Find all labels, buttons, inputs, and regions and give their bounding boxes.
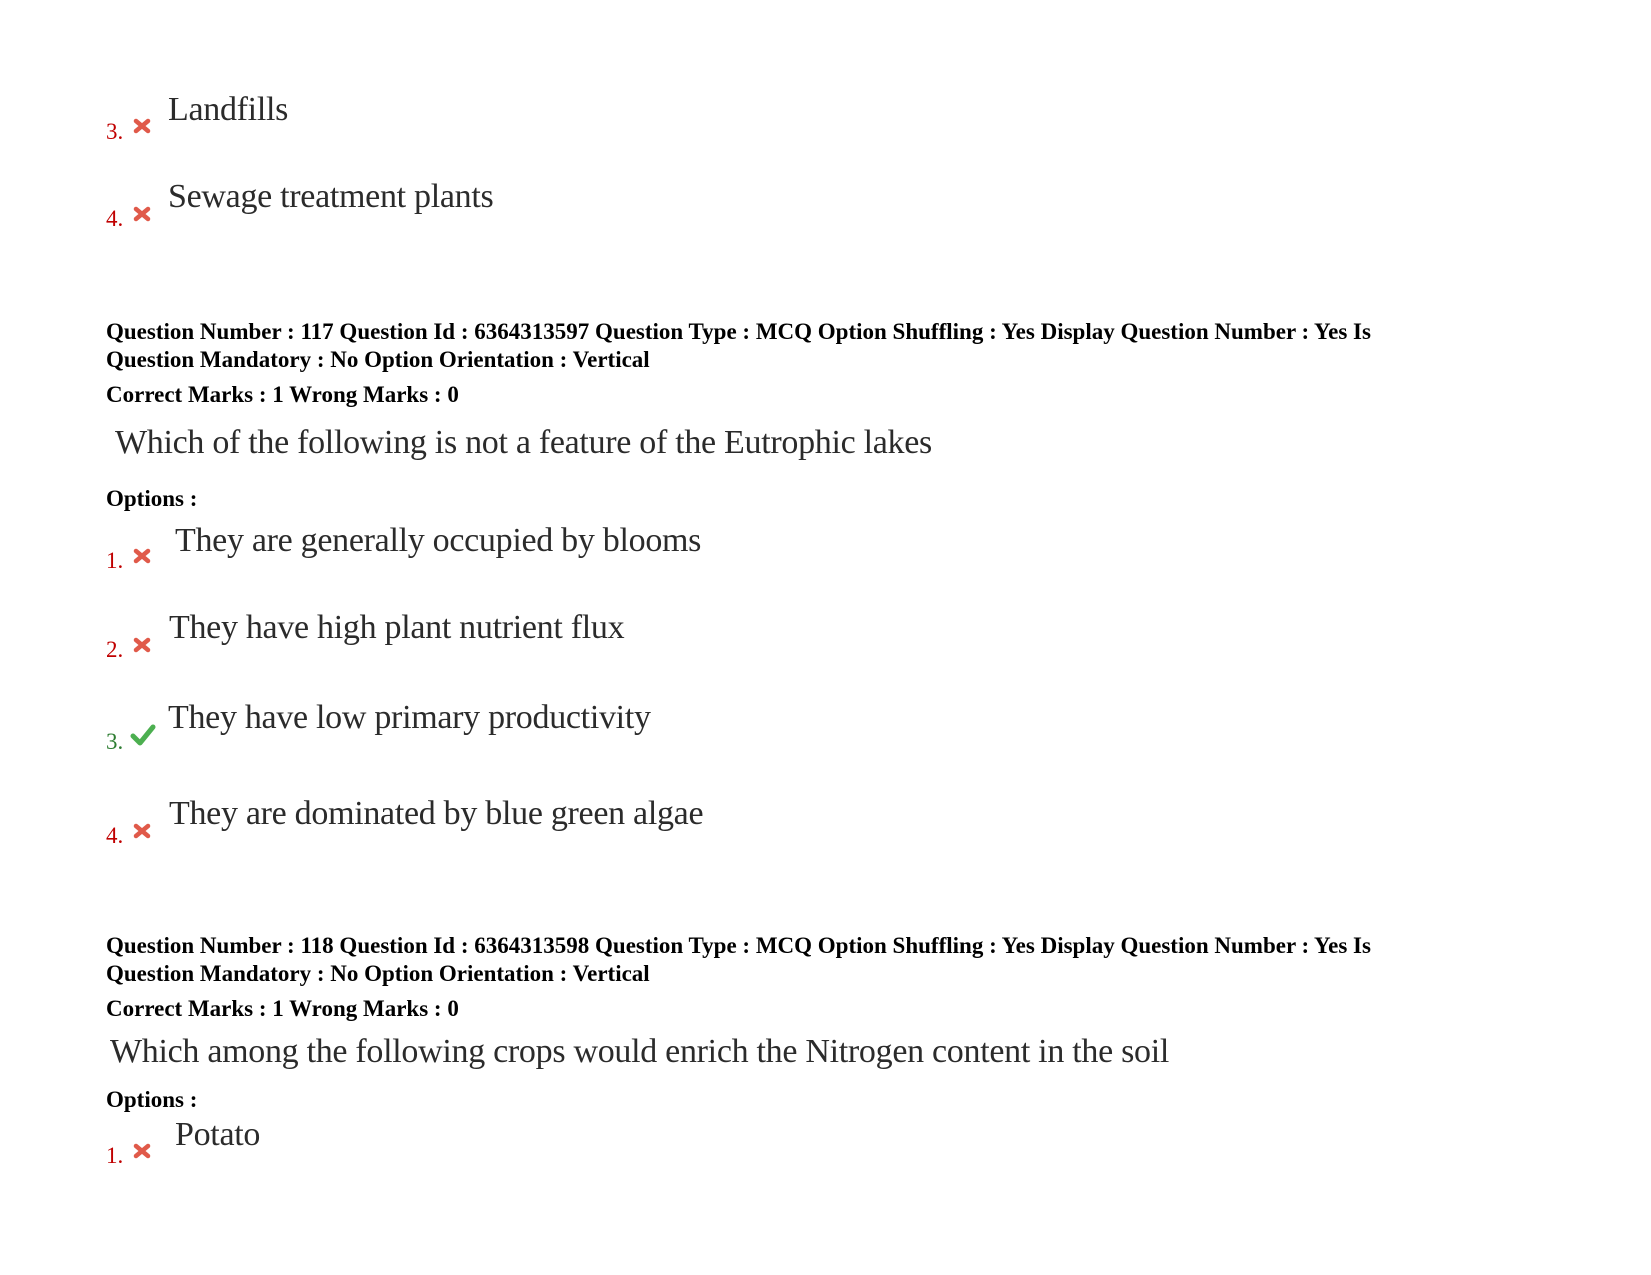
question-meta-line1: Question Number : 117 Question Id : 6364313597 Question Type : MCQ Option Shuffling : Yes Display Question Number : Yes Is <box>106 319 1371 344</box>
option-text: They are generally occupied by blooms <box>175 522 702 559</box>
question-meta-line1: Question Number : 118 Question Id : 6364313598 Question Type : MCQ Option Shuffling : Yes Display Question Number : Yes Is <box>106 933 1371 958</box>
cross-icon <box>132 635 152 655</box>
option-number: 3. <box>106 729 124 754</box>
checkmark-icon <box>130 723 156 747</box>
option-number: 2. <box>106 637 124 662</box>
option-row <box>106 609 1406 675</box>
options-label: Options : <box>106 1087 198 1112</box>
option-row <box>106 522 1406 586</box>
question-text: Which among the following crops would enrich the Nitrogen content in the soil <box>110 1033 1169 1070</box>
option-text: They are dominated by blue green algae <box>169 795 704 832</box>
question-meta-117 <box>106 318 1546 374</box>
option-row <box>106 178 1406 244</box>
option-text: They have low primary productivity <box>168 699 651 736</box>
option-row <box>106 91 1406 158</box>
option-text: Landfills <box>168 91 289 128</box>
option-row <box>106 1116 1406 1181</box>
question-marks: Correct Marks : 1 Wrong Marks : 0 <box>106 382 459 407</box>
question-meta-line2: Question Mandatory : No Option Orientation : Vertical <box>106 347 650 372</box>
cross-icon <box>132 546 152 566</box>
cross-icon <box>132 204 152 224</box>
cross-icon <box>132 1141 152 1161</box>
option-row <box>106 699 1406 767</box>
cross-icon <box>132 116 152 136</box>
option-number: 4. <box>106 823 124 848</box>
question-meta-118 <box>106 932 1546 988</box>
question-text: Which of the following is not a feature of the Eutrophic lakes <box>115 424 932 461</box>
option-number: 4. <box>106 206 124 231</box>
option-text: They have high plant nutrient flux <box>169 609 625 646</box>
option-text: Potato <box>175 1116 261 1153</box>
question-marks: Correct Marks : 1 Wrong Marks : 0 <box>106 996 459 1021</box>
options-label: Options : <box>106 486 198 511</box>
option-number: 1. <box>106 1143 124 1168</box>
cross-icon <box>132 821 152 841</box>
option-row <box>106 795 1406 861</box>
question-meta-line2: Question Mandatory : No Option Orientation : Vertical <box>106 961 650 986</box>
option-number: 1. <box>106 548 124 573</box>
option-text: Sewage treatment plants <box>168 178 494 215</box>
option-number: 3. <box>106 119 124 144</box>
